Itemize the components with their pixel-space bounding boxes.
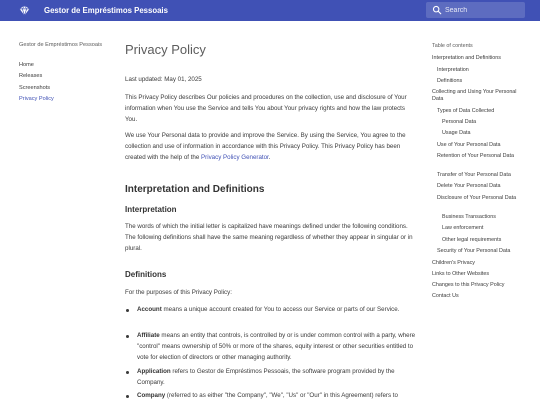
list-bullet bbox=[126, 309, 129, 312]
nav-item-releases[interactable]: Releases bbox=[19, 73, 43, 79]
toc-item-usage-data[interactable]: Usage Data bbox=[442, 130, 471, 136]
definition-term: Affiliate bbox=[137, 332, 160, 339]
intro-paragraph-2 bbox=[125, 131, 417, 163]
definition-application bbox=[137, 367, 417, 389]
toc-item-transfer[interactable]: Transfer of Your Personal Data bbox=[437, 172, 511, 178]
definition-affiliate bbox=[137, 331, 417, 363]
toc-item-links-to-other-websites[interactable]: Links to Other Websites bbox=[432, 271, 490, 277]
page-title: Privacy Policy bbox=[125, 42, 206, 57]
toc-item-delete[interactable]: Delete Your Personal Data bbox=[437, 183, 501, 189]
toc-item-changes[interactable]: Changes to this Privacy Policy bbox=[432, 282, 505, 288]
list-bullet bbox=[126, 335, 129, 338]
definition-text: refers to Gestor de Empréstimos Pessoais, the software program provided by the Company. bbox=[137, 368, 395, 386]
heading-interpretation-and-definitions: Interpretation and Definitions bbox=[125, 184, 265, 195]
nav-site-title: Gestor de Empréstimos Pessoais bbox=[19, 42, 103, 48]
nav-item-screenshots[interactable]: Screenshots bbox=[19, 85, 51, 91]
definition-term: Account bbox=[137, 306, 162, 313]
toc-item-disclosure[interactable]: Disclosure of Your Personal Data bbox=[437, 195, 517, 201]
last-updated-text: Last updated: May 01, 2025 bbox=[125, 76, 202, 83]
list-bullet bbox=[126, 395, 129, 398]
toc-item-other-legal-requirements[interactable]: Other legal requirements bbox=[442, 237, 502, 243]
toc-item-security[interactable]: Security of Your Personal Data bbox=[437, 248, 511, 254]
toc-item-contact-us[interactable]: Contact Us bbox=[432, 293, 459, 299]
toc-item-childrens-privacy[interactable]: Children's Privacy bbox=[432, 260, 475, 266]
toc-item-use-of-personal-data[interactable]: Use of Your Personal Data bbox=[437, 142, 501, 148]
site-title[interactable]: Gestor de Empréstimos Pessoais bbox=[44, 6, 168, 15]
toc-item-types-of-data-collected[interactable]: Types of Data Collected bbox=[437, 108, 495, 114]
toc-item-collecting-and-using[interactable]: Collecting and Using Your Personal Data bbox=[432, 89, 517, 102]
definition-company bbox=[137, 391, 417, 402]
definition-term: Company bbox=[137, 392, 166, 399]
toc-item-business-transactions[interactable]: Business Transactions bbox=[442, 214, 496, 220]
top-header-bar bbox=[0, 0, 540, 21]
intro-paragraph-1: This Privacy Policy describes Our policies and procedures on the collection, use and disclosure of Your information when You use the Service and tells You about Your privacy rights and how the law protects You. bbox=[125, 94, 407, 123]
list-bullet bbox=[126, 371, 129, 374]
search-icon bbox=[432, 5, 442, 15]
definition-text: means a unique account created for You to access our Service or parts of our Service. bbox=[161, 306, 400, 313]
privacy-policy-generator-link[interactable]: Privacy Policy Generator bbox=[201, 153, 269, 161]
interpretation-paragraph: The words of which the initial letter is capitalized have meanings defined under the following conditions. The following definitions shall have the same meaning regardless of whether they appear in singular or in plural. bbox=[125, 223, 413, 252]
definitions-intro: For the purposes of this Privacy Policy: bbox=[125, 289, 232, 296]
intro-paragraph-2-end: . bbox=[268, 153, 271, 161]
toc-title: Table of contents bbox=[432, 43, 473, 49]
toc-item-law-enforcement[interactable]: Law enforcement bbox=[442, 225, 484, 231]
toc-item-interpretation-and-definitions[interactable]: Interpretation and Definitions bbox=[432, 55, 501, 61]
nav-item-privacy-policy[interactable]: Privacy Policy bbox=[19, 96, 54, 102]
nav-item-home[interactable]: Home bbox=[19, 62, 34, 68]
toc-item-definitions[interactable]: Definitions bbox=[437, 78, 463, 84]
definition-text: (referred to as either "the Company", "We", "Us" or "Our" in this Agreement) refers to bbox=[165, 392, 398, 399]
intro-paragraph-2-text: We use Your Personal data to provide and improve the Service. By using the Service, You agree to the collection and use of information in accordance with this Privacy Policy. This Privacy Policy has been created with the help of the bbox=[125, 132, 406, 161]
search-box[interactable] bbox=[426, 2, 525, 18]
site-logo-icon[interactable] bbox=[18, 4, 31, 17]
search-input[interactable] bbox=[445, 2, 523, 18]
toc-item-personal-data[interactable]: Personal Data bbox=[442, 119, 477, 125]
toc-item-retention[interactable]: Retention of Your Personal Data bbox=[437, 153, 515, 159]
definition-text: means an entity that controls, is controlled by or is under common control with a party, where "control" means ownership of 50% or more of the shares, equity interest or other securities entitled to vote for election of directors or other managing authority. bbox=[137, 332, 416, 361]
heading-definitions: Definitions bbox=[125, 270, 167, 279]
toc-item-interpretation[interactable]: Interpretation bbox=[437, 67, 469, 73]
definition-term: Application bbox=[137, 368, 171, 375]
definition-account bbox=[137, 305, 417, 316]
heading-interpretation: Interpretation bbox=[125, 205, 177, 214]
